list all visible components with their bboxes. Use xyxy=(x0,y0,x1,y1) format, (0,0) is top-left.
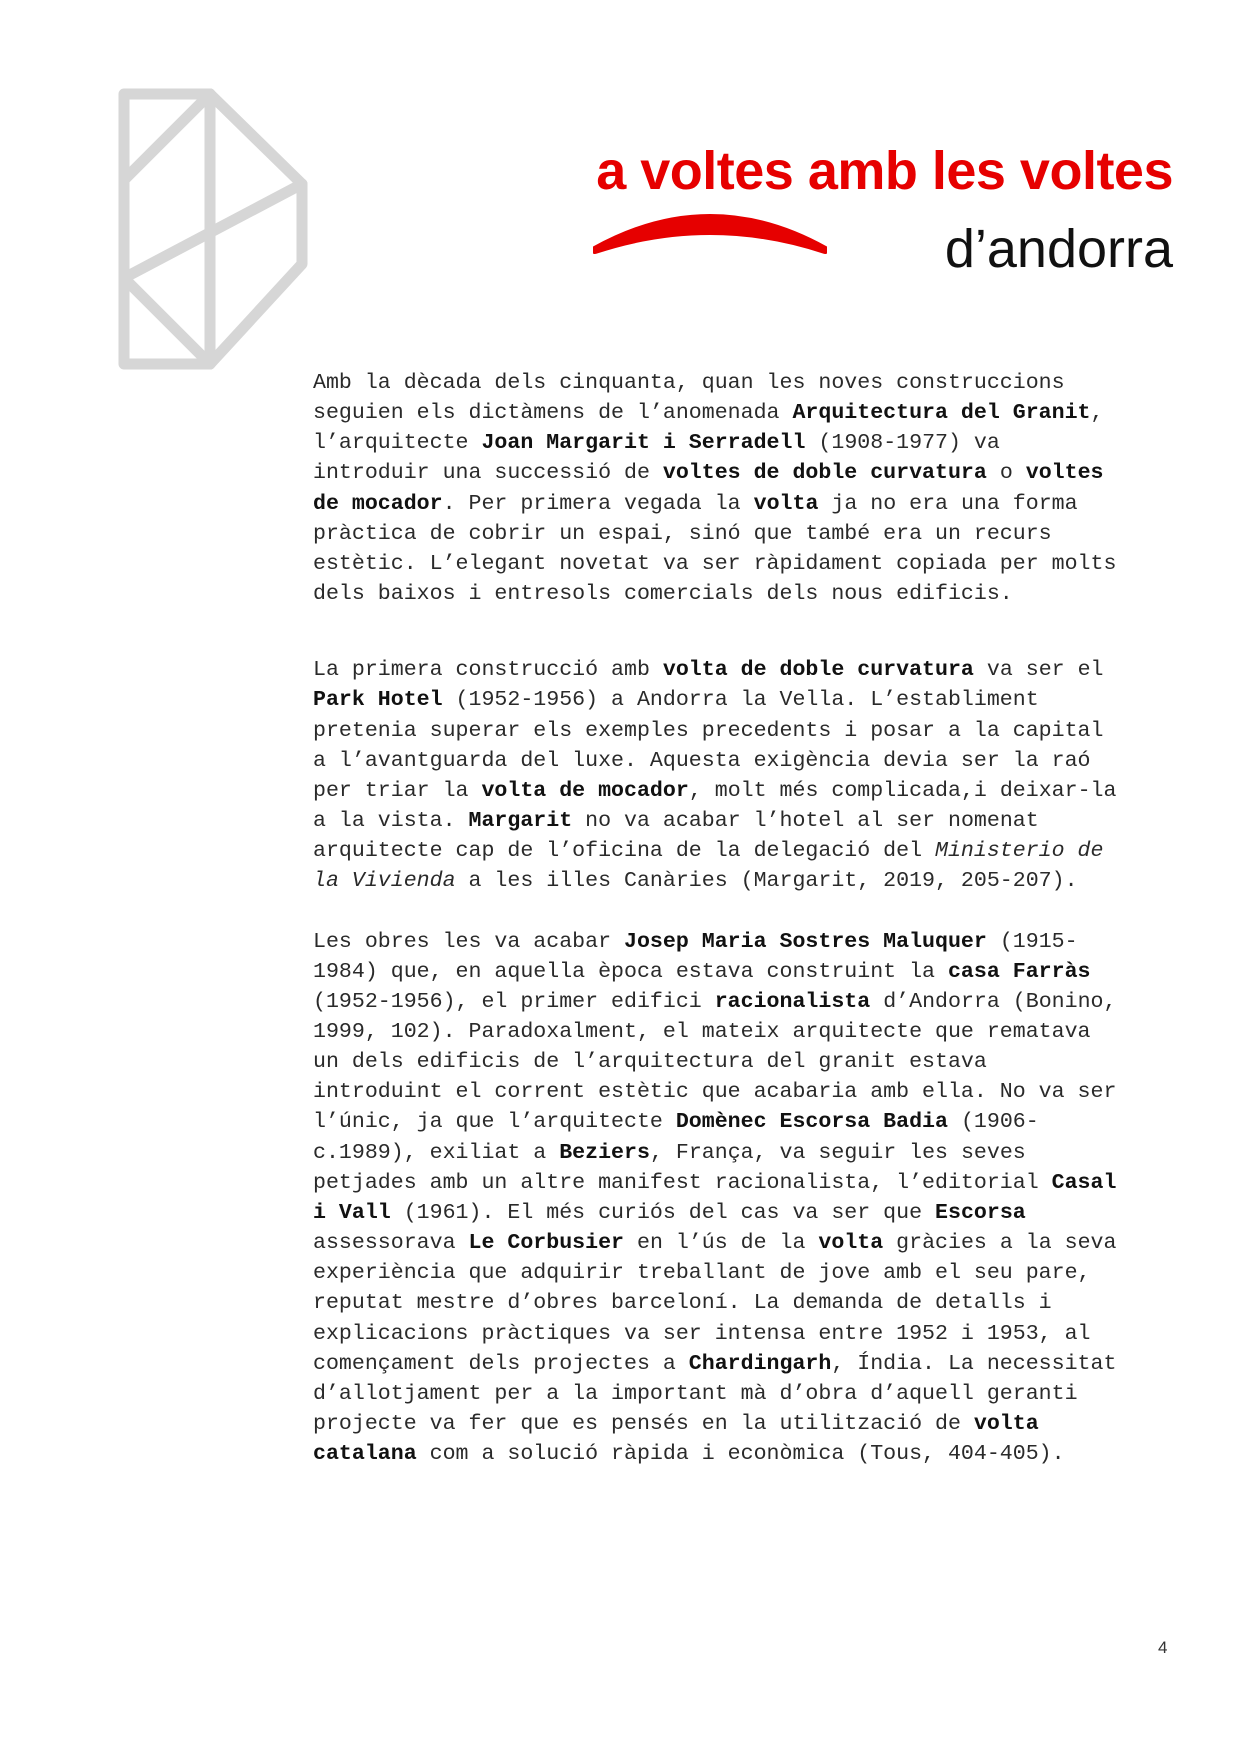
text-line: dels baixos i entresols comercials dels nous edificis. xyxy=(313,582,1013,607)
text-line: reputat mestre d’obres barceloní. La demanda de detalls i xyxy=(313,1291,1052,1316)
text-line: c.1989), exiliat a Beziers, França, va seguir les seves xyxy=(313,1140,1026,1165)
bold-term: volta xyxy=(753,491,819,516)
bold-term: voltes de doble curvatura xyxy=(662,461,987,486)
text-line: Park Hotel (1952-1956) a Andorra la Vella. L’establiment xyxy=(313,688,1039,713)
title-main: a voltes amb les voltes xyxy=(596,141,1173,201)
paragraph-3 xyxy=(313,927,1183,1470)
text-line: assessorava Le Corbusier en l’ús de la volta gràcies a la seva xyxy=(313,1231,1117,1256)
bold-term: Arquitectura del Granit xyxy=(792,401,1091,426)
text-line: catalana com a solució ràpida i econòmica (Tous, 404-405). xyxy=(313,1442,1065,1467)
text-line: Amb la dècada dels cinquanta, quan les noves construccions xyxy=(313,371,1065,395)
text-line: 1999, 102). Paradoxalment, el mateix arquitecte que rematava xyxy=(313,1019,1091,1044)
text-line: seguien els dictàmens de l’anomenada Arquitectura del Granit, xyxy=(313,401,1104,426)
text-line: 1984) que, en aquella època estava construint la casa Farràs xyxy=(313,959,1091,984)
bold-term: volta de mocador xyxy=(481,778,689,803)
text-line: per triar la volta de mocador, molt més complicada,i deixar-la xyxy=(313,778,1117,803)
bold-term: Joan Margarit i Serradell xyxy=(481,431,806,456)
text-line: la Vivienda a les illes Canàries (Margarit, 2019, 205-207). xyxy=(313,869,1078,894)
paragraph-2 xyxy=(313,655,1183,896)
bold-term: Le Corbusier xyxy=(468,1231,625,1256)
text-line: pretenia superar els exemples precedents i posar a la capital xyxy=(313,718,1104,743)
text-line: a la vista. Margarit no va acabar l’hotel al ser nomenat xyxy=(313,809,1039,834)
bold-term: voltes xyxy=(1025,461,1104,486)
text-line: arquitecte cap de l’oficina de la delegació del Ministerio de xyxy=(313,839,1104,864)
bold-term: Escorsa xyxy=(935,1200,1026,1225)
text-line: Les obres les va acabar Josep Maria Sostres Maluquer (1915- xyxy=(313,929,1078,954)
bold-term: de mocador xyxy=(313,491,443,516)
text-line: estètic. L’elegant novetat va ser ràpidament copiada per molts xyxy=(313,551,1117,576)
text-line: introduir una successió de voltes de doble curvatura o voltes xyxy=(313,461,1104,486)
bold-term: volta xyxy=(818,1231,884,1256)
text-line: (1952-1956), el primer edifici racionalista d’Andorra (Bonino, xyxy=(313,989,1117,1014)
bold-term: Park Hotel xyxy=(313,688,443,713)
bold-term: i Vall xyxy=(313,1200,391,1225)
bold-term: Beziers xyxy=(559,1140,650,1165)
bold-term: volta de doble curvatura xyxy=(662,658,974,683)
text-line: projecte va fer que es pensés en la utilització de volta xyxy=(313,1412,1039,1436)
bold-term: Margarit xyxy=(468,809,573,834)
text-line: introduint el corrent estètic que acabaria amb ella. No va ser xyxy=(313,1080,1117,1105)
document-title xyxy=(473,140,1173,279)
text-line: a l’avantguarda del luxe. Aquesta exigència devia ser la raó xyxy=(313,748,1091,773)
bold-term: Chardingarh xyxy=(688,1351,832,1376)
bold-term: catalana xyxy=(313,1442,417,1467)
text-line: l’únic, ja que l’arquitecte Domènec Escorsa Badia (1906- xyxy=(313,1110,1039,1135)
text-line: explicacions pràctiques va ser intensa entre 1952 i 1953, al xyxy=(313,1321,1091,1346)
paragraph-1 xyxy=(313,368,1183,609)
article-body xyxy=(313,368,1183,1469)
text-line: i Vall (1961). El més curiós del cas va ser que Escorsa xyxy=(313,1200,1026,1225)
text-line: pràctica de cobrir un espai, sinó que també era un recurs xyxy=(313,521,1052,546)
title-subtitle: d’andorra xyxy=(944,219,1173,279)
bold-term: Josep Maria Sostres Maluquer xyxy=(624,929,987,954)
text-line: l’arquitecte Joan Margarit i Serradell (1908-1977) va xyxy=(313,431,1000,456)
bold-term: Domènec Escorsa Badia xyxy=(675,1110,948,1135)
text-line: petjades amb un altre manifest racionalista, l’editorial Casal xyxy=(313,1170,1117,1195)
italic-term: la Vivienda xyxy=(313,869,456,894)
text-line: d’allotjament per a la important mà d’obra d’aquell geranti xyxy=(313,1381,1078,1406)
bold-term: casa Farràs xyxy=(947,959,1091,984)
text-line: La primera construcció amb volta de doble curvatura va ser el xyxy=(313,658,1104,683)
red-arc-swoosh xyxy=(593,204,827,260)
folded-d-logo-icon xyxy=(118,88,314,370)
bold-term: volta xyxy=(973,1412,1039,1436)
bold-term: Casal xyxy=(1051,1170,1117,1195)
text-line: començament dels projectes a Chardingarh, Índia. La necessitat xyxy=(313,1351,1117,1376)
page-number: 4 xyxy=(1158,1638,1168,1657)
italic-term: Ministerio de xyxy=(935,839,1104,864)
text-line: un dels edificis de l’arquitectura del granit estava xyxy=(313,1050,987,1075)
text-line: experiència que adquirir treballant de jove amb el seu pare, xyxy=(313,1261,1091,1286)
bold-term: racionalista xyxy=(714,989,871,1014)
text-line: de mocador. Per primera vegada la volta ja no era una forma xyxy=(313,491,1078,516)
